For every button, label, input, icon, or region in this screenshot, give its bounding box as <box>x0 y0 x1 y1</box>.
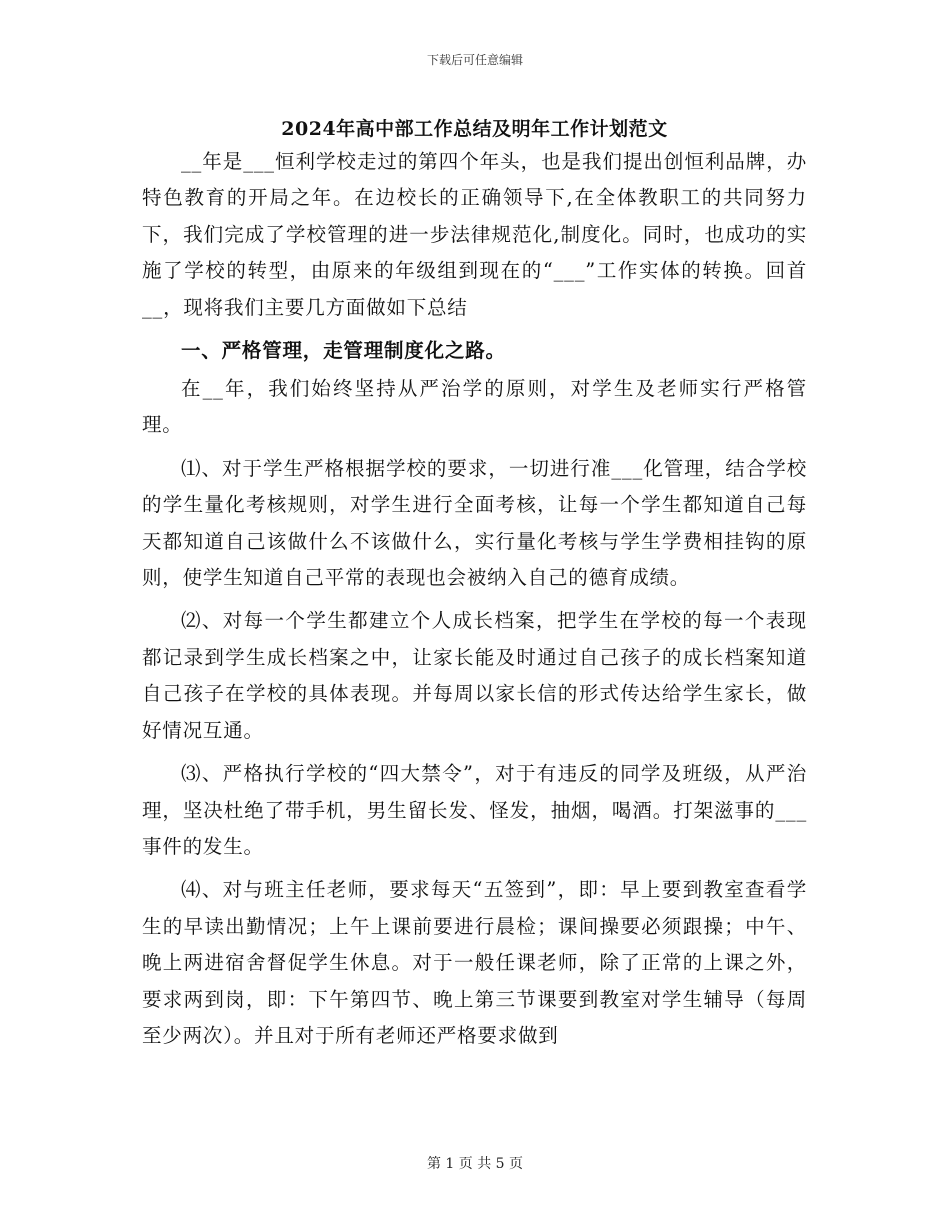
document-title: 2024年高中部工作总结及明年工作计划范文 <box>281 118 668 140</box>
page-number: 第 1 页 共 5 页 <box>426 1156 524 1172</box>
document-body <box>142 114 807 1054</box>
section-1-intro: 在__年，我们始终坚持从严治学的原则，对学生及老师实行严格管理。 <box>142 377 807 437</box>
list-item-4: ⑷、对与班主任老师，要求每天“五签到”，即：早上要到教室查看学生的早读出勤情况；上午上课前要进行晨检；课间操要必须跟操；中午、晚上两进宿舍督促学生休息。对于一般任课老师，除了正常的上课之外，要求两到岗，即：下午第四节、晚上第三节课要到教室对学生辅导（每周至少两次）。并且对于所有老师还严格要求做到 <box>142 878 807 1047</box>
list-item-3: ⑶、严格执行学校的“四大禁令”，对于有违反的同学及班级，从严治理，坚决杜绝了带手机，男生留长发、怪发，抽烟，喝酒。打架滋事的___事件的发生。 <box>142 762 807 858</box>
list-item-2: ⑵、对每一个学生都建立个人成长档案，把学生在学校的每一个表现都记录到学生成长档案之中，让家长能及时通过自己孩子的成长档案知道自己孩子在学校的具体表现。并每周以家长信的形式传达给学生家长，做好情况互通。 <box>142 609 807 742</box>
section-1-heading: 一、严格管理，走管理制度化之路。 <box>181 339 506 363</box>
list-item-1: ⑴、对于学生严格根据学校的要求，一切进行准___化管理，结合学校的学生量化考核规则，对学生进行全面考核，让每一个学生都知道自己每天都知道自己该做什么不该做什么，实行量化考核与学生学费相挂钩的原则，使学生知道自己平常的表现也会被纳入自己的德育成绩。 <box>142 456 807 590</box>
intro-paragraph: __年是___恒利学校走过的第四个年头，也是我们提出创恒利品牌，办特色教育的开局之年。在边校长的正确领导下,在全体教职工的共同努力下，我们完成了学校管理的进一步法律规范化,制度化。同时，也成功的实施了学校的转型，由原来的年级组到现在的“___”工作实体的转换。回首__，现将我们主要几方面做如下总结 <box>142 150 807 319</box>
page-header: 下载后可任意编辑 <box>426 53 523 67</box>
